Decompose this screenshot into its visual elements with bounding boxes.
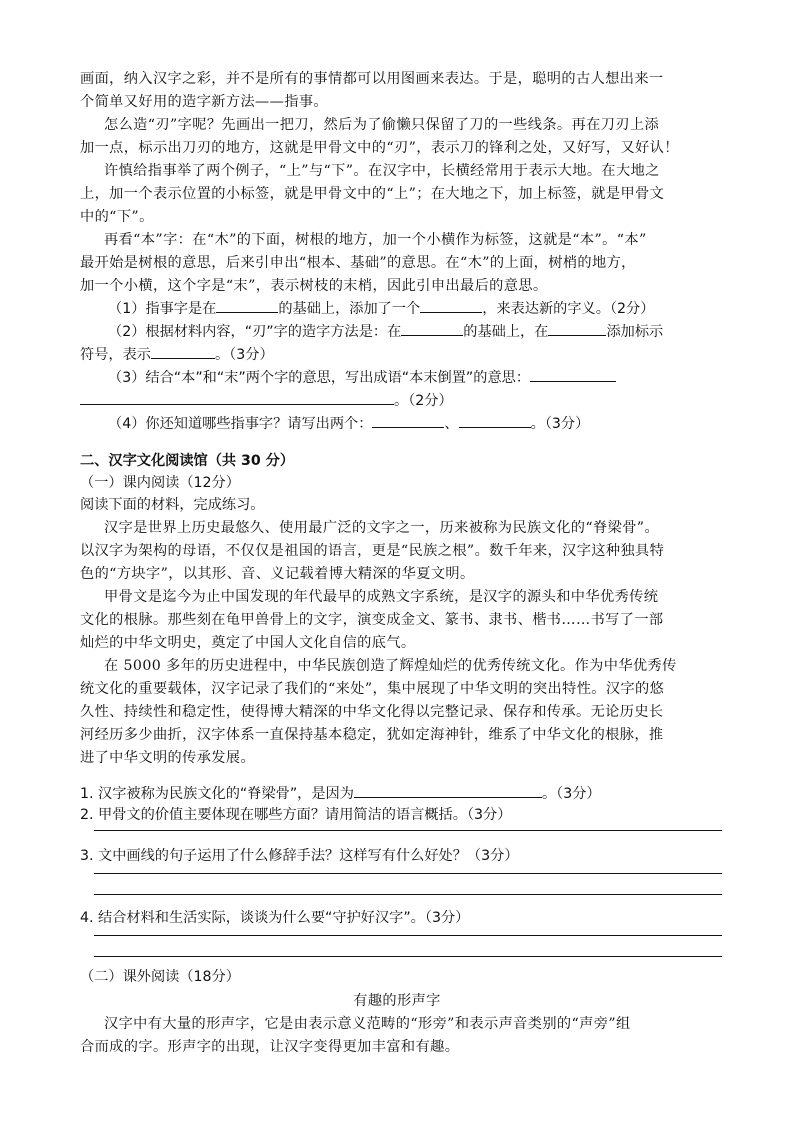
question-text: （1）指事字是在 [108, 301, 217, 317]
answer-line[interactable] [94, 935, 722, 936]
intro-line: 个简单又好用的造字新方法——指事。 [80, 94, 328, 110]
intro-line: 再看“本”字：在“木”的下面，树根的地方，加一个小横作为标签，这就是“本”。“本” [104, 232, 647, 248]
subsection-heading: （二）课外阅读（18分） [80, 969, 240, 985]
passage-line: 统文化的重要载体，汉字记录了我们的“来处”，集中展现了中华文明的突出特性。汉字的悠 [80, 681, 665, 697]
passage-line: 色的“方块字”，以其形、音、义记载着博大精深的华夏文明。 [80, 566, 475, 582]
question-text: 、 [444, 416, 459, 432]
article-title: 有趣的形声字 [353, 993, 441, 1009]
question-text: 。（2分） [394, 393, 453, 409]
section-heading: 二、汉字文化阅读馆（共 30 分） [80, 453, 295, 469]
answer-blank[interactable] [401, 320, 463, 336]
answer-line[interactable] [94, 873, 722, 874]
answer-blank[interactable] [420, 297, 482, 313]
question-text: 。（3分） [530, 416, 590, 432]
passage-line: 灿烂的中华文明史，奠定了中国人文化自信的底气。 [80, 635, 416, 651]
answer-blank[interactable] [80, 389, 394, 405]
answer-blank[interactable] [354, 782, 542, 798]
question-4 [108, 412, 589, 433]
intro-line: 最开始是树根的意思，后来引申出“根本、基础”的意思。在“木”的上面，树梢的地方， [80, 255, 636, 271]
question-text: （2）根据材料内容，“刃”字的造字方法是：在 [108, 324, 402, 340]
question-text: （4）你还知道哪些指事字？请写出两个： [108, 416, 373, 432]
passage-line: 以汉字为架构的母语，不仅仅是祖国的语言，更是“民族之根”。数千年来，汉字这种独具特 [80, 543, 665, 559]
answer-blank[interactable] [459, 412, 531, 428]
intro-line: 许慎给指事举了两个例子，“上”与“下”。在汉字中，长横经常用于表示大地。在大地之 [104, 163, 660, 179]
passage-line: 河经历多少曲折，汉字体系一直保持基本稳定，犹如定海神针，维系了中华文化的根脉，推 [80, 727, 664, 743]
answer-blank[interactable] [151, 343, 215, 359]
question-text: 。（3分） [214, 347, 274, 363]
question-text: 。（3分） [541, 786, 601, 802]
passage-line: 久性、持续性和稳定性，使得博大精深的中华文化得以完整记录、保存和传承。无论历史长 [80, 704, 664, 720]
answer-blank[interactable] [216, 297, 278, 313]
answer-blank[interactable] [530, 366, 616, 382]
answer-line[interactable] [94, 894, 722, 895]
answer-line[interactable] [94, 956, 722, 957]
reading-question-3: 3. 文中画线的句子运用了什么修辞手法？这样写有什么好处？（3分） [80, 848, 519, 864]
instruction: 阅读下面的材料，完成练习。 [80, 497, 265, 513]
question-text: 1. 汉字被称为民族文化的“脊梁骨”，是因为 [80, 786, 354, 802]
question-3 [108, 366, 616, 387]
question-text: （3）结合“本”和“末”两个字的意思，写出成语“本末倒置”的意思： [108, 370, 531, 386]
question-text: 添加标示 [606, 324, 664, 340]
question-3-cont [80, 389, 453, 410]
intro-line: 加一点，标示出刀刃的地方，这就是甲骨文中的“刃”，表示刀的锋利之处，又好写，又好认！ [80, 140, 679, 156]
question-text: 符号，表示 [80, 347, 151, 363]
intro-line: 画面，纳入汉字之彩，并不是所有的事情都可以用图画来表达。于是，聪明的古人想出来一 [80, 71, 664, 87]
intro-line: 加一个小横，这个字是“末”，表示树枝的末梢，因此引申出最后的意思。 [80, 278, 548, 294]
intro-line: 怎么造“刃”字呢？先画出一把刀，然后为了偷懒只保留了刀的一些线条。再在刀刃上添 [104, 117, 660, 133]
question-text: 的基础上，在 [463, 324, 549, 340]
answer-blank[interactable] [372, 412, 444, 428]
reading-question-4: 4. 结合材料和生活实际，谈谈为什么要“守护好汉字”。（3分） [80, 910, 470, 926]
article-line: 汉字中有大量的形声字，它是由表示意义范畴的“形旁”和表示声音类别的“声旁”组 [104, 1016, 631, 1032]
answer-blank[interactable] [548, 320, 606, 336]
answer-line[interactable] [94, 830, 722, 831]
passage-line: 在 5000 多年的历史进程中，中华民族创造了辉煌灿烂的优秀传统文化。作为中华优秀传 [104, 658, 677, 674]
intro-line: 中的“下”。 [80, 209, 154, 225]
subsection-heading: （一）课内阅读（12分） [80, 475, 240, 491]
passage-line: 甲骨文是迄今为止中国发现的年代最早的成熟文字系统，是汉字的源头和中华优秀传统 [104, 589, 659, 605]
reading-question-2: 2. 甲骨文的价值主要体现在哪些方面？请用简洁的语言概括。（3分） [80, 807, 512, 823]
question-2 [108, 320, 663, 341]
article-line: 合而成的字。形声字的出现，让汉字变得更加丰富和有趣。 [80, 1039, 460, 1055]
intro-line: 上，加一个表示位置的小标签，就是甲骨文中的“上”；在大地之下，加上标签，就是甲骨文 [80, 186, 665, 202]
passage-line: 汉字是世界上历史最悠久、使用最广泛的文字之一，历来被称为民族文化的“脊梁骨”。 [104, 520, 660, 536]
question-text: 的基础上，添加了一个 [278, 301, 421, 317]
question-2-cont [80, 343, 274, 364]
passage-line: 文化的根脉。那些刻在龟甲兽骨上的文字，演变成金文、篆书、隶书、楷书……书写了一部 [80, 612, 664, 628]
passage-line: 进了中华文明的传承发展。 [80, 750, 256, 766]
question-text: ，来表达新的字义。（2分） [482, 301, 655, 317]
question-1 [108, 297, 654, 318]
reading-question-1 [80, 782, 601, 803]
